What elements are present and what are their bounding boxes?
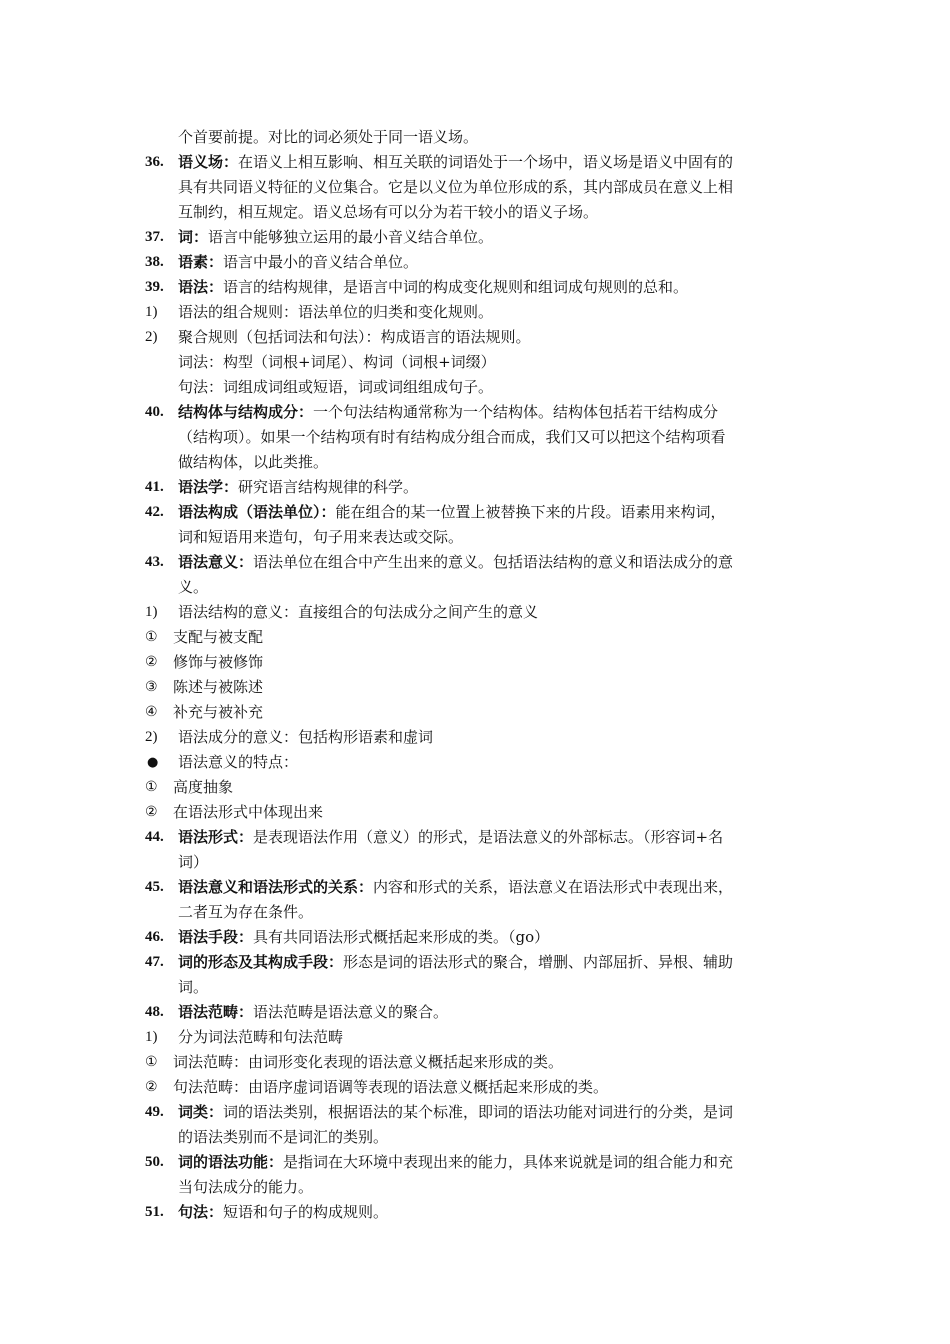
list-marker: ① [145, 779, 158, 795]
text-line [178, 825, 810, 850]
entry-body [178, 300, 810, 325]
entry-body [178, 825, 810, 875]
entry-body [173, 675, 810, 700]
line-text: 聚合规则（包括词法和句法）：构成语言的语法规则。 [178, 328, 531, 346]
list-marker: 38. [145, 254, 164, 270]
list-marker: 1) [145, 604, 158, 620]
line-text: 语法结构的意义：直接组合的句法成分之间产生的意义 [178, 603, 539, 621]
list-marker: 47. [145, 954, 164, 970]
text-line [178, 600, 810, 625]
line-text: 义。 [178, 578, 209, 596]
entry-body [173, 800, 810, 825]
text-line [178, 1150, 810, 1175]
text-line [178, 300, 810, 325]
entry-body [178, 750, 810, 775]
entry-body [178, 1200, 810, 1225]
line-text: 的语法类别而不是词汇的类别。 [178, 1128, 389, 1146]
text-line [178, 950, 810, 975]
list-marker: ② [145, 1079, 158, 1095]
text-line [178, 550, 810, 575]
list-marker: 41. [145, 479, 164, 495]
list-marker: 2) [145, 329, 158, 345]
line-text: 词） [178, 853, 209, 871]
list-marker: ② [145, 804, 158, 820]
entry-body [178, 500, 810, 550]
line-text: 研究语言结构规律的科学。 [238, 478, 419, 496]
line-text: 个首要前提。对比的词必须处于同一语义场。 [178, 128, 479, 146]
line-text: （结构项）。如果一个结构项有时有结构成分组合而成，我们又可以把这个结构项看 [178, 428, 726, 446]
list-marker: ① [145, 629, 158, 645]
text-line [178, 200, 810, 225]
entry-body [173, 650, 810, 675]
text-line [178, 725, 810, 750]
list-marker: ③ [145, 679, 158, 695]
text-line [178, 350, 810, 375]
entry-body [178, 475, 810, 500]
text-line [178, 275, 810, 300]
entry-body [178, 125, 810, 150]
term-label: 词的形态及其构成手段： [178, 953, 344, 971]
text-line [178, 875, 810, 900]
term-label: 语法意义： [178, 553, 254, 571]
list-marker: 1) [145, 304, 158, 320]
line-text: 语法范畴是语法意义的聚合。 [253, 1003, 449, 1021]
text-line [178, 1175, 810, 1200]
line-text: 做结构体，以此类推。 [178, 453, 329, 471]
text-line [178, 400, 810, 425]
text-line [178, 1100, 810, 1125]
line-text: 具有共同语义特征的义位集合。它是以义位为单位形成的系，其内部成员在意义上相 [178, 178, 734, 196]
entry-body [178, 1150, 810, 1200]
list-marker: 44. [145, 829, 164, 845]
entry-body [178, 1025, 810, 1050]
text-line [178, 850, 810, 875]
entry-body [173, 625, 810, 650]
entry-body [173, 1050, 810, 1075]
line-text: 语言中最小的音义结合单位。 [223, 253, 419, 271]
entry-body [178, 275, 810, 300]
text-line [178, 1200, 810, 1225]
line-text: 在语法形式中体现出来 [173, 803, 324, 821]
text-line [178, 1125, 810, 1150]
entry-body [178, 1100, 810, 1150]
entry-body [178, 1000, 810, 1025]
term-label: 语法范畴： [178, 1003, 254, 1021]
entry-body [178, 225, 810, 250]
text-line [178, 250, 810, 275]
line-text: 支配与被支配 [173, 628, 264, 646]
entry-body [178, 400, 810, 475]
line-text: 形态是词的语法形式的聚合，增删、内部屈折、异根、辅助 [343, 953, 734, 971]
list-marker: 46. [145, 929, 164, 945]
line-text: 是指词在大环境中表现出来的能力，具体来说就是词的组合能力和充 [283, 1153, 734, 1171]
list-marker: ① [145, 1054, 158, 1070]
list-marker: 39. [145, 279, 164, 295]
list-marker: 49. [145, 1104, 164, 1120]
entry-body [178, 725, 810, 750]
line-text: 词的语法类别，根据语法的某个标准，即词的语法功能对词进行的分类，是词 [223, 1103, 734, 1121]
line-text: 是表现语法作用（意义）的形式，是语法意义的外部标志。（形容词+名 [253, 828, 724, 846]
text-line [178, 500, 810, 525]
list-marker: 48. [145, 1004, 164, 1020]
term-label: 语素： [178, 253, 224, 271]
term-label: 语义场： [178, 153, 239, 171]
text-line [178, 450, 810, 475]
text-line [178, 900, 810, 925]
entry-body [178, 550, 810, 600]
text-line [178, 125, 810, 150]
list-marker: 2) [145, 729, 158, 745]
line-text: 语言的结构规律，是语言中词的构成变化规则和组词成句规则的总和。 [223, 278, 689, 296]
entry-body [173, 1075, 810, 1100]
entry-body [178, 875, 810, 925]
entry-body [173, 700, 810, 725]
text-line [173, 650, 810, 675]
line-text: 语言中能够独立运用的最小音义结合单位。 [208, 228, 494, 246]
text-line [173, 1050, 810, 1075]
line-text: 当句法成分的能力。 [178, 1178, 314, 1196]
text-line [178, 150, 810, 175]
list-marker: ④ [145, 704, 158, 720]
text-line [178, 325, 810, 350]
list-marker: 45. [145, 879, 164, 895]
text-line [178, 575, 810, 600]
term-label: 结构体与结构成分： [178, 403, 314, 421]
list-marker: ② [145, 654, 158, 670]
text-line [178, 525, 810, 550]
line-text: 陈述与被陈述 [173, 678, 264, 696]
line-text: 词法：构型（词根+词尾）、构词（词根+词缀） [178, 353, 496, 371]
bullet-marker: ● [147, 755, 159, 770]
list-marker: 43. [145, 554, 164, 570]
line-text: 分为词法范畴和句法范畴 [178, 1028, 344, 1046]
text-line [178, 425, 810, 450]
text-line [178, 175, 810, 200]
text-line [173, 775, 810, 800]
line-text: 一个句法结构通常称为一个结构体。结构体包括若干结构成分 [313, 403, 719, 421]
list-marker: 40. [145, 404, 164, 420]
list-marker: 50. [145, 1154, 164, 1170]
entry-body [178, 325, 810, 400]
text-line [178, 750, 810, 775]
term-label: 词类： [178, 1103, 224, 1121]
text-line [173, 1075, 810, 1100]
term-label: 语法形式： [178, 828, 254, 846]
text-line [178, 1000, 810, 1025]
line-text: 词和短语用来造句，句子用来表达或交际。 [178, 528, 464, 546]
list-marker: 37. [145, 229, 164, 245]
entry-body [178, 950, 810, 1000]
text-line [173, 700, 810, 725]
line-text: 高度抽象 [173, 778, 234, 796]
entry-body [178, 250, 810, 275]
line-text: 句法：词组成词组或短语，词或词组组成句子。 [178, 378, 494, 396]
line-text: 语法成分的意义：包括构形语素和虚词 [178, 728, 434, 746]
term-label: 语法手段： [178, 928, 254, 946]
line-text: 互制约，相互规定。语义总场有可以分为若干较小的语义子场。 [178, 203, 599, 221]
term-label: 句法： [178, 1203, 224, 1221]
list-marker: 51. [145, 1204, 164, 1220]
line-text: 修饰与被修饰 [173, 653, 264, 671]
list-marker: 36. [145, 154, 164, 170]
term-label: 语法： [178, 278, 224, 296]
line-text: 内容和形式的关系，语法意义在语法形式中表现出来， [373, 878, 734, 896]
entry-body [178, 925, 810, 950]
entry-body [173, 775, 810, 800]
line-text: 语法意义的特点： [178, 753, 299, 771]
list-marker: 1) [145, 1029, 158, 1045]
list-marker: 42. [145, 504, 164, 520]
line-text: 词法范畴：由词形变化表现的语法意义概括起来形成的类。 [173, 1053, 564, 1071]
term-label: 语法构成（语法单位）： [178, 503, 336, 521]
line-text: 能在组合的某一位置上被替换下来的片段。语素用来构词， [335, 503, 726, 521]
entry-body [178, 150, 810, 225]
text-line [178, 975, 810, 1000]
line-text: 语法的组合规则：语法单位的归类和变化规则。 [178, 303, 494, 321]
entry-body [178, 600, 810, 625]
line-text: 语法单位在组合中产生出来的意义。包括语法结构的意义和语法成分的意 [253, 553, 734, 571]
line-text: 二者互为存在条件。 [178, 903, 314, 921]
term-label: 语法意义和语法形式的关系： [178, 878, 374, 896]
line-text: 补充与被补充 [173, 703, 264, 721]
line-text: 具有共同语法形式概括起来形成的类。（go） [253, 928, 550, 946]
line-text: 词。 [178, 978, 209, 996]
text-line [173, 625, 810, 650]
term-label: 词的语法功能： [178, 1153, 284, 1171]
text-line [178, 475, 810, 500]
line-text: 句法范畴：由语序虚词语调等表现的语法意义概括起来形成的类。 [173, 1078, 609, 1096]
text-line [178, 375, 810, 400]
text-line [178, 925, 810, 950]
line-text: 在语义上相互影响、相互关联的词语处于一个场中，语义场是语义中固有的 [238, 153, 734, 171]
text-line [173, 800, 810, 825]
text-line [178, 1025, 810, 1050]
text-line [178, 225, 810, 250]
text-line [173, 675, 810, 700]
term-label: 词： [178, 228, 209, 246]
term-label: 语法学： [178, 478, 239, 496]
line-text: 短语和句子的构成规则。 [223, 1203, 389, 1221]
